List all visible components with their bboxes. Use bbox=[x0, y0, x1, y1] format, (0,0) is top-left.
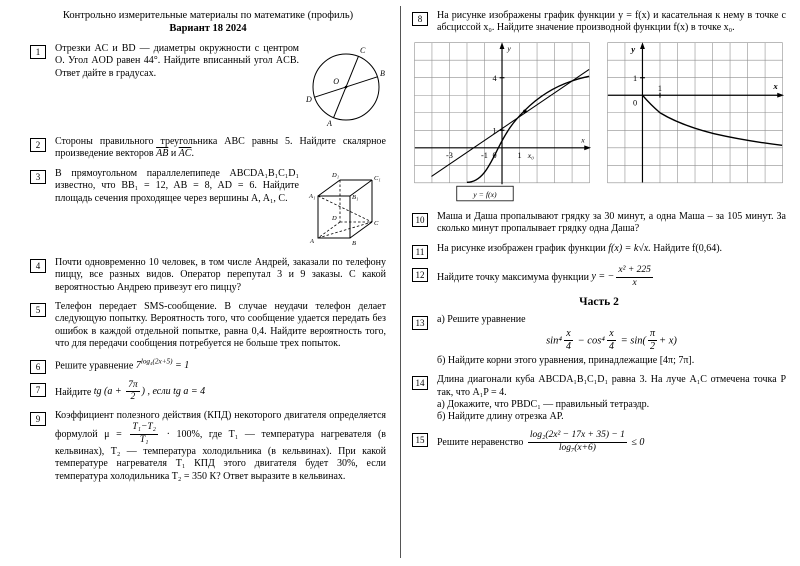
curve-caption: y = f(x) bbox=[473, 189, 497, 199]
problem-5-statement: Телефон передает SMS-сообщение. В случае неудачи телефон делает следующую попытку. Вероятность того, что сообщение удается передать без ошибок в каждой отдельной попытке, равна 0,4. Найдите вероятность того, что для передачи сообщения потребуется не больше трех попыток. bbox=[55, 300, 386, 350]
problem-4 bbox=[30, 257, 386, 294]
problem-5 bbox=[30, 301, 386, 351]
problem-9-text bbox=[55, 410, 386, 483]
eq-tail: = 1 bbox=[172, 359, 190, 371]
fraction-denominator: log₇(x+6) bbox=[558, 442, 596, 453]
problem-2-and: и bbox=[168, 148, 179, 160]
parallelepiped-figure bbox=[306, 168, 386, 248]
box-label-B: B bbox=[352, 239, 356, 247]
circle-label-D: D bbox=[306, 95, 312, 104]
box-label-D: D bbox=[332, 214, 337, 222]
fraction-denominator: 2 bbox=[130, 392, 136, 403]
fraction-numerator: T₁−T₂ bbox=[130, 423, 158, 435]
fraction bbox=[126, 381, 140, 404]
problem-8 bbox=[412, 10, 786, 35]
tick-0: 0 bbox=[492, 150, 497, 160]
fraction bbox=[528, 431, 627, 454]
fraction bbox=[616, 266, 652, 289]
problem-11-formula: f(x) = k√x. bbox=[608, 242, 651, 254]
problem-8-number: 8 bbox=[412, 12, 428, 26]
problem-8-statement: На рисунке изображены график функции y = f(x) и касательная к нему в точке с абсциссой x₀. Найдите значение производной функции f(x) в точке x₀. bbox=[437, 10, 786, 34]
problem-12-text bbox=[437, 266, 786, 289]
problem-11-text bbox=[437, 243, 786, 255]
problem-9 bbox=[30, 410, 386, 483]
tick-1x: 1 bbox=[657, 83, 663, 93]
tick-1y: 1 bbox=[632, 73, 638, 83]
eq-pre: y = − bbox=[591, 271, 615, 283]
problem-2-number: 2 bbox=[30, 138, 46, 152]
fraction-numerator: x bbox=[564, 329, 573, 341]
problem-11 bbox=[412, 243, 786, 259]
problem-11-statement-1: На рисунке изображен график функции bbox=[437, 242, 609, 254]
problem-2-statement: Стороны правильного треугольника ABC равны 5. Найдите скалярное произведение векторов bbox=[55, 136, 386, 160]
problem-14-number: 14 bbox=[412, 376, 428, 390]
left-column bbox=[30, 10, 386, 490]
tick-1y: 1 bbox=[492, 126, 497, 136]
box-label-B1: B₁ bbox=[352, 193, 359, 201]
eq-pre: tg (a + bbox=[93, 386, 125, 398]
problem-9-statement-2: · 100%, где T₁ — температура нагревателя (в кельвинах), T₂ — температура холодильника (в кельвинах). При какой температуре нагревателя T₁ КПД этого двигателя будет 30%, если температура холодильника T₂ = 350 К? Ответ выразите в кельвинах. bbox=[55, 428, 387, 482]
fraction-denominator: x bbox=[632, 277, 637, 288]
problem-14 bbox=[412, 374, 786, 424]
document-title: Контрольно измерительные материалы по математике (профиль) bbox=[62, 10, 354, 21]
problem-4-number: 4 bbox=[30, 259, 46, 273]
problem-8-text bbox=[437, 10, 786, 35]
problem-13-text bbox=[437, 314, 786, 368]
problem-15 bbox=[412, 431, 786, 454]
problem-1-text bbox=[55, 43, 386, 129]
circle-label-O: O bbox=[333, 77, 339, 86]
eq-s1: sin⁴ bbox=[546, 335, 562, 347]
problem-7-text bbox=[55, 381, 386, 404]
axis-label-y: y bbox=[631, 43, 636, 54]
fraction-denominator: 4 bbox=[565, 341, 571, 353]
problem-6-text bbox=[55, 358, 386, 373]
eq-s3: = sin( bbox=[620, 335, 647, 347]
fraction-numerator: log₂(2x² − 17x + 35) − 1 bbox=[528, 431, 627, 443]
problem-11-number: 11 bbox=[412, 245, 428, 259]
problem-13-number: 13 bbox=[412, 316, 428, 330]
tangent-graph bbox=[412, 38, 593, 206]
fraction-denominator: 4 bbox=[608, 341, 614, 353]
problem-3-statement: В прямоугольном параллелепипеде ABCDA₁B₁C₁D₁ известно, что BB₁ = 12, AB = 8, AD = 6. Найдите площадь сечения проходящее через вершины A, A₁, C. bbox=[55, 167, 299, 204]
problem-7-label: Найдите bbox=[55, 386, 92, 398]
eq-s2: − cos⁴ bbox=[577, 335, 605, 347]
kpd-fraction bbox=[130, 423, 158, 446]
problem-14-part-a: а) Докажите, что PBDC₁ — правильный тетраэдр. bbox=[437, 398, 650, 410]
tick-minus3: -3 bbox=[446, 150, 453, 160]
problem-7 bbox=[30, 381, 386, 404]
tick-0: 0 bbox=[632, 98, 638, 108]
problem-6-number: 6 bbox=[30, 360, 46, 374]
problem-1 bbox=[30, 43, 386, 129]
problem-6-label: Решите уравнение bbox=[55, 359, 134, 371]
problem-7-number: 7 bbox=[30, 383, 46, 397]
problem-14-text bbox=[437, 374, 786, 424]
problem-9-statement-1: Коэффициент полезного действия (КПД) некоторого двигателя определяется формулой μ = bbox=[55, 410, 386, 440]
problem-4-text bbox=[55, 257, 386, 294]
problem-15-inequality bbox=[526, 429, 645, 453]
fraction-3 bbox=[648, 329, 657, 353]
vector-AC: $\overline{AC}$ bbox=[178, 148, 192, 160]
problem-15-text bbox=[437, 431, 786, 454]
sqrt-graph bbox=[605, 38, 786, 206]
problem-2-text bbox=[55, 136, 386, 161]
variant-line: Вариант 18 2024 bbox=[169, 23, 247, 34]
problem-14-part-b: б) Найдите длину отрезка AP. bbox=[437, 411, 564, 423]
problem-15-label: Решите неравенство bbox=[437, 436, 524, 448]
tick-4: 4 bbox=[492, 73, 497, 83]
problem-14-statement: Длина диагонали куба ABCDA₁B₁C₁D₁ равна 3. На луче A₁C отмечена точка P так, что A₁P = 4. bbox=[437, 374, 786, 398]
circle-figure bbox=[306, 43, 386, 127]
problem-13 bbox=[412, 314, 786, 368]
circle-label-A: A bbox=[327, 119, 332, 127]
part-2-heading: Часть 2 bbox=[579, 295, 619, 308]
document-header bbox=[30, 10, 386, 34]
eq-base: 7 bbox=[135, 359, 141, 371]
problem-13-part-a: а) Решите уравнение bbox=[437, 313, 526, 325]
problem-12 bbox=[412, 266, 786, 289]
eq-tail: ≤ 0 bbox=[628, 436, 645, 448]
problem-5-text bbox=[55, 301, 386, 351]
problem-13-equation bbox=[437, 329, 786, 353]
problem-10-number: 10 bbox=[412, 213, 428, 227]
fraction-numerator: x² + 225 bbox=[616, 266, 652, 278]
vector-AB: $\overline{AB}$ bbox=[156, 148, 169, 160]
problem-8-graphs bbox=[412, 38, 786, 206]
axis-label-y: y bbox=[507, 43, 511, 53]
axis-label-x: x bbox=[581, 135, 585, 145]
problem-11-statement-2: Найдите f(0,64). bbox=[650, 242, 723, 254]
circle-label-C: C bbox=[360, 46, 366, 55]
problem-10-text bbox=[437, 211, 786, 236]
box-label-C1: C₁ bbox=[374, 174, 381, 182]
fraction-denominator: 2 bbox=[650, 341, 656, 353]
problem-4-statement: Почти одновременно 10 человек, в том числе Андрей, заказали по телефону пиццу, все разных видов. Оператор перепутал 3 и 9 заказы. С какой вероятностью Андрею привезут его пиццу? bbox=[55, 256, 386, 293]
problem-3-text bbox=[55, 168, 386, 250]
problem-6-equation bbox=[135, 357, 190, 371]
fraction-denominator: T₁ bbox=[139, 434, 149, 445]
problem-3 bbox=[30, 168, 386, 250]
tick-1x: 1 bbox=[517, 150, 522, 160]
fraction-numerator: x bbox=[607, 329, 616, 341]
box-label-D1: D₁ bbox=[332, 171, 339, 179]
problem-9-number: 9 bbox=[30, 412, 46, 426]
eq-post: ) , если tg a = 4 bbox=[141, 386, 206, 398]
tick-minus1: -1 bbox=[481, 150, 488, 160]
box-label-C: C bbox=[374, 219, 379, 227]
right-column bbox=[412, 10, 786, 461]
eq-s4: + x) bbox=[659, 335, 677, 347]
fraction-1 bbox=[564, 329, 573, 353]
eq-exponent: log₄(2x+5) bbox=[140, 357, 173, 366]
problem-5-number: 5 bbox=[30, 303, 46, 317]
box-label-A: A bbox=[310, 237, 314, 245]
problem-1-number: 1 bbox=[30, 45, 46, 59]
problem-15-number: 15 bbox=[412, 433, 428, 447]
axis-label-x: x bbox=[773, 80, 778, 91]
circle-label-B: B bbox=[380, 69, 385, 78]
problem-10 bbox=[412, 211, 786, 236]
fraction-numerator: π bbox=[648, 329, 657, 341]
problem-12-number: 12 bbox=[412, 268, 428, 282]
problem-2 bbox=[30, 136, 386, 161]
problem-2-period: . bbox=[191, 148, 194, 160]
box-label-A1: A₁ bbox=[309, 192, 316, 200]
fraction-numerator: 7π bbox=[126, 381, 140, 393]
column-divider bbox=[400, 6, 401, 558]
problem-3-number: 3 bbox=[30, 170, 46, 184]
problem-10-statement: Маша и Даша пропалывают грядку за 30 минут, а одна Маша – за 105 минут. За сколько минут пропалывает грядку одна Даша? bbox=[437, 210, 786, 235]
problem-13-part-b: б) Найдите корни этого уравнения, принадлежащие [4π; 7π]. bbox=[437, 354, 695, 366]
problem-6 bbox=[30, 358, 386, 374]
problem-12-label: Найдите точку максимума функции bbox=[437, 271, 592, 283]
tick-x0: x₀ bbox=[527, 150, 534, 160]
problem-12-formula bbox=[591, 264, 654, 288]
problem-1-statement: Отрезки AC и BD — диаметры окружности с центром O. Угол AOD равен 44°. Найдите вписанный угол ACB. Ответ дайте в градусах. bbox=[55, 43, 299, 79]
fraction-2 bbox=[607, 329, 616, 353]
